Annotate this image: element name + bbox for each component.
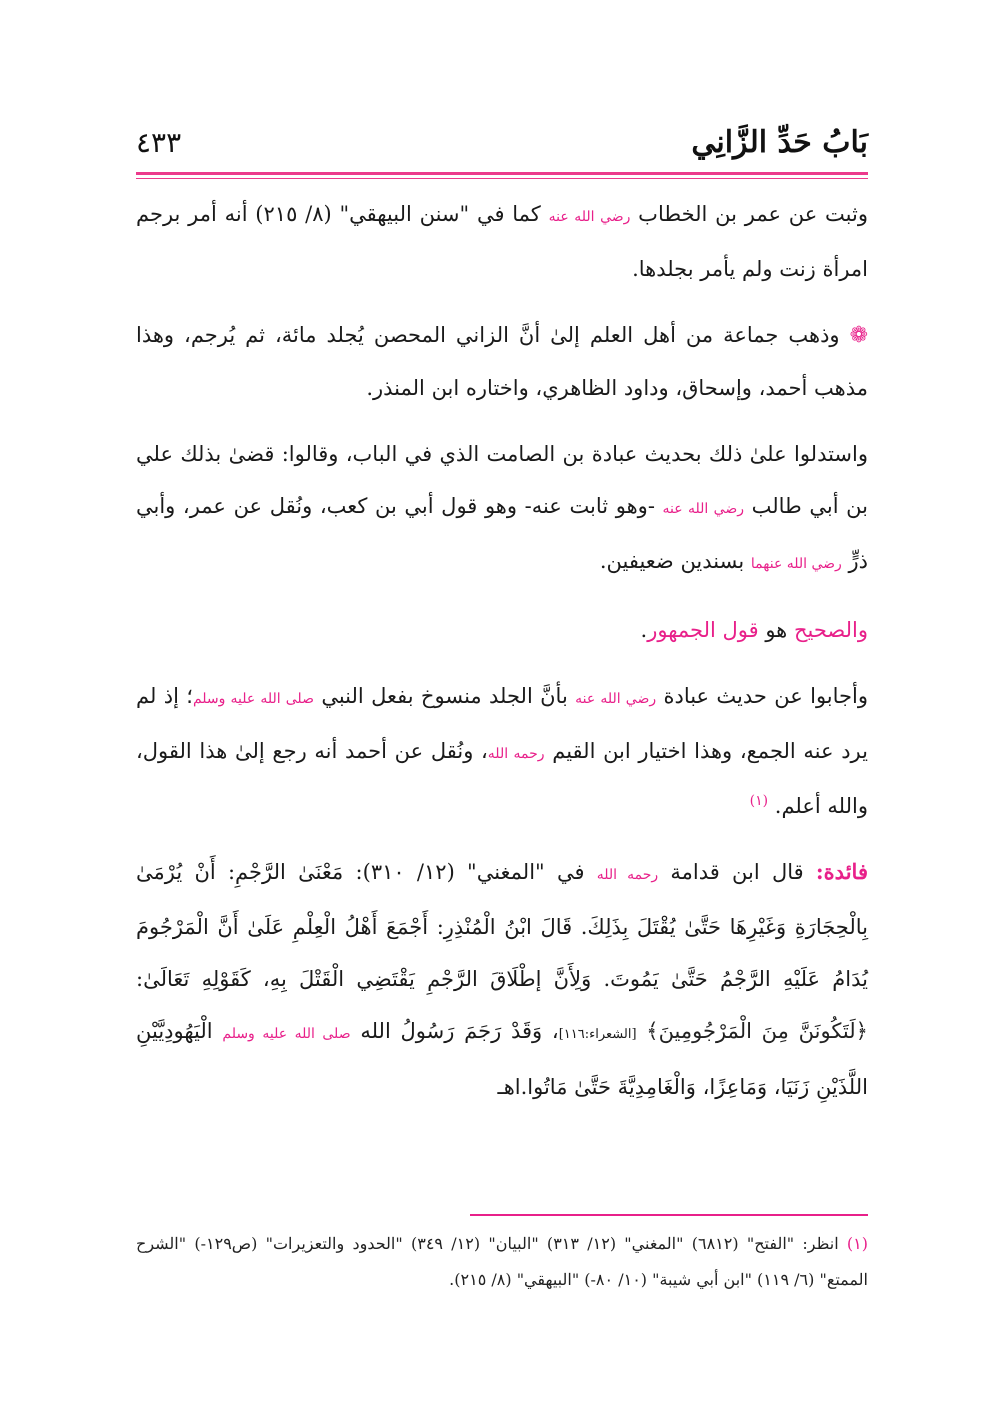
footnote-number: (١) bbox=[846, 1234, 869, 1253]
honorific-salla-allahu-alayhi: صلى الله عليه وسلم bbox=[222, 1026, 351, 1042]
paragraph-omar-ruling bbox=[136, 188, 868, 295]
p3-text-b: -وهو ثابت عنه- وهو قول أبي بن كعب، ونُقل عن عمر، وأبي ذرٍّ bbox=[136, 494, 868, 573]
page-header bbox=[136, 112, 868, 172]
paragraph-second-opinion bbox=[136, 309, 868, 414]
page-number: ٤٣٣ bbox=[136, 125, 182, 159]
honorific-radiallahu-anhu: رضي الله عنه bbox=[662, 501, 744, 517]
footnote-text: انظر: "الفتح" (٦٨١٢) "المغني" (١٢/ ٣١٣) "البيان" (١٢/ ٣٤٩) "الحدود والتعزيرات" (ص١٢٩-) "الشرح الممتع" (٦/ ١١٩) "ابن أبي شيبة" (١٠/ ٨٠-) "البيهقي" (٨/ ٢١٥). bbox=[136, 1234, 868, 1289]
verse-reference: [الشعراء:١١٦] bbox=[558, 1027, 637, 1042]
p5-text-d: ، ونُقل عن أحمد أنه رجع إلىٰ هذا القول، والله أعلم. bbox=[136, 739, 868, 818]
running-title: بَابُ حَدِّ الزَّانِي bbox=[691, 124, 868, 160]
footnote bbox=[136, 1226, 868, 1298]
paragraph-evidence bbox=[136, 428, 868, 590]
p4-majority-view: قول الجمهور bbox=[647, 618, 759, 642]
header-rule-thin bbox=[136, 178, 868, 179]
paragraph-preferred-view bbox=[136, 604, 868, 656]
p1-text-b: كما في "سنن البيهقي" (٨/ ٢١٥) أنه أمر برجم امرأة زنت ولم يأمر بجلدها. bbox=[136, 202, 868, 281]
p4-period: . bbox=[640, 618, 648, 642]
honorific-rahimahullah: رحمه الله bbox=[487, 746, 545, 762]
paragraph-response bbox=[136, 670, 868, 832]
p3-text-c: بسندين ضعيفين. bbox=[599, 549, 745, 573]
flower-ornament-icon: ❁ bbox=[849, 323, 868, 348]
honorific-radiallahu-anhu: رضي الله عنه bbox=[575, 691, 657, 707]
p6-text-c: ، وَقَدْ رَجَمَ رَسُولُ الله bbox=[360, 1019, 559, 1043]
p3-text-a: واستدلوا علىٰ ذلك بحديث عبادة بن الصامت الذي في الباب، وقالوا: قضىٰ بذلك علي بن أبي طالب bbox=[136, 442, 868, 518]
page-body bbox=[136, 188, 868, 1127]
p5-text-c: ؛ إذ لم يرد عنه الجمع، وهذا اختيار ابن القيم bbox=[136, 684, 868, 763]
honorific-salla-allahu-alayhi: صلى الله عليه وسلم bbox=[192, 691, 314, 707]
p4-label-correct: والصحيح bbox=[793, 618, 868, 642]
honorific-radiallahu-anhuma: رضي الله عنهما bbox=[750, 556, 842, 572]
honorific-rahimahullah: رحمه الله bbox=[596, 867, 659, 883]
p5-text-a: وأجابوا عن حديث عبادة bbox=[663, 684, 869, 708]
p6-text-d: الْيَهُودِيَّيْنِ اللَّذَيْنِ زَنَيَا، وَمَاعِزًا، وَالْغَامِدِيَّةَ حَتَّىٰ مَاتُوا.اهـ bbox=[136, 1019, 868, 1099]
footnote-marker[interactable]: (١) bbox=[749, 793, 769, 809]
p2-text: وذهب جماعة من أهل العلم إلىٰ أنَّ الزاني المحصن يُجلد مائة، ثم يُرجم، وهذا مذهب أحمد، وإسحاق، وداود الظاهري، واختاره ابن المنذر. bbox=[136, 323, 868, 400]
p1-text-a: وثبت عن عمر بن الخطاب bbox=[638, 202, 868, 226]
header-rule-thick bbox=[136, 172, 868, 175]
quran-verse: ﴿لَتَكُونَنَّ مِنَ الْمَرْجُومِينَ﴾ bbox=[646, 1019, 868, 1043]
footnote-separator bbox=[470, 1214, 868, 1216]
p6-text-b: في "المغني" (١٢/ ٣١٠): مَعْنَىٰ الرَّجْمِ: أَنْ يُرْمَىٰ بِالْحِجَارَةِ وَغَيْرِهَا حَتَّىٰ يُقْتَلَ بِذَلِكَ. قَالَ ابْنُ الْمُنْذِرِ: أَجْمَعَ أَهْلُ الْعِلْمِ عَلَىٰ أَنَّ الْمَرْجُومَ يُدَامُ عَلَيْهِ الرَّجْمُ حَتَّىٰ يَمُوتَ. وَلِأَنَّ إطْلَاقَ الرَّجْمِ يَقْتَضِي الْقَتْلَ بِهِ، كَقَوْلِهِ تَعَالَىٰ: bbox=[136, 860, 868, 991]
p6-text-a: قال ابن قدامة bbox=[670, 860, 804, 884]
paragraph-benefit bbox=[136, 846, 868, 1113]
benefit-label: فائدة: bbox=[815, 859, 868, 884]
p4-text-b: هو bbox=[765, 618, 788, 642]
honorific-radiallahu-anhu: رضي الله عنه bbox=[548, 209, 631, 225]
p5-text-b: بأنَّ الجلد منسوخ بفعل النبي bbox=[321, 684, 568, 708]
